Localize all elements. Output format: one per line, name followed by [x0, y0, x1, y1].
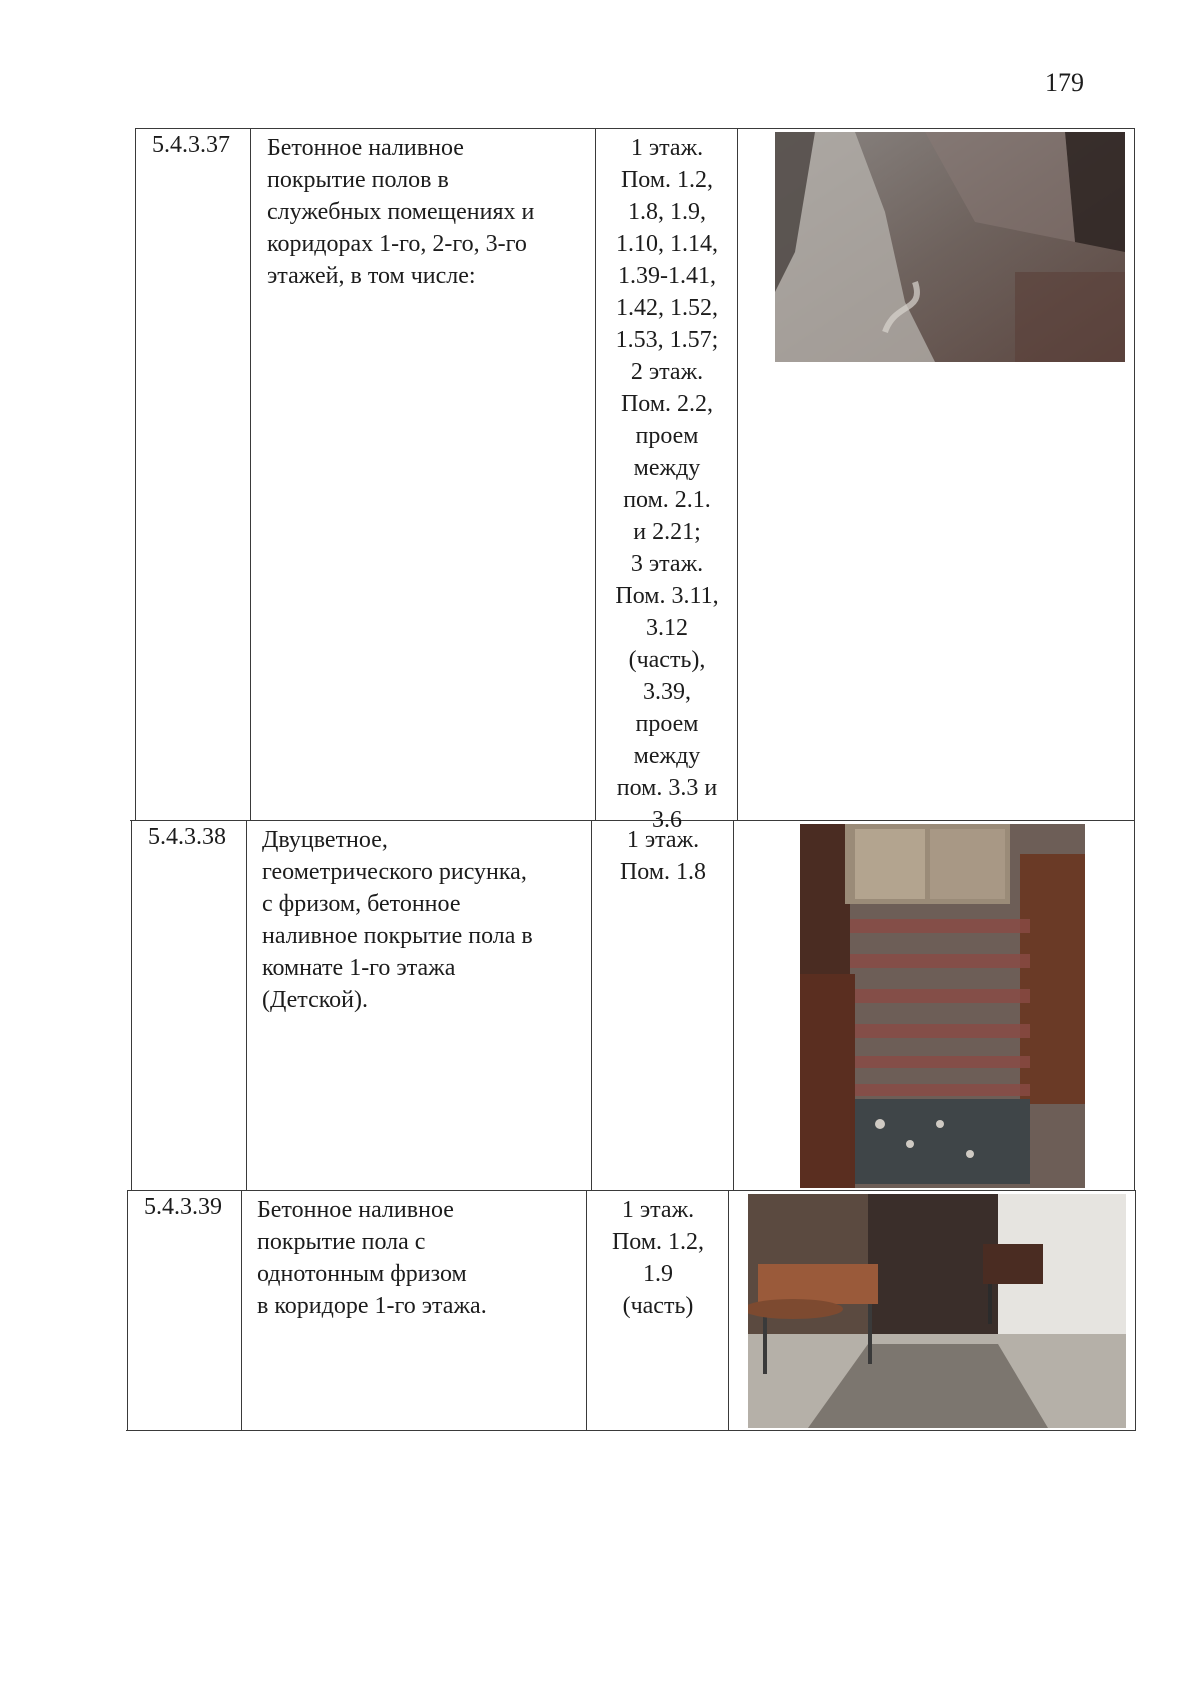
- floor-photo: [800, 824, 1085, 1188]
- floor-photo: [775, 132, 1125, 362]
- table-row: [0, 128, 1200, 833]
- item-location: 1 этаж. Пом. 1.2, 1.8, 1.9, 1.10, 1.14, 1.39-1.41, 1.42, 1.52, 1.53, 1.57; 2 этаж. Пом. 2.2, проем между пом. 2.1. и 2.21; 3 этаж. Пом. 3.11, 3.12 (часть), 3.39, проем между пом. 3.3 и 3.6: [615, 135, 719, 833]
- item-description: Двуцветное, геометрического рисунка, с фризом, бетонное наливное покрытие пола в комнате 1-го этажа (Детской).: [262, 827, 533, 1013]
- item-number: 5.4.3.37: [152, 132, 230, 158]
- page-number: 179: [1045, 68, 1084, 97]
- table-row: [0, 820, 1200, 1190]
- item-description: Бетонное наливное покрытие пола с однотонным фризом в коридоре 1-го этажа.: [257, 1197, 487, 1319]
- item-location: 1 этаж. Пом. 1.8: [619, 827, 707, 885]
- item-description: Бетонное наливное покрытие полов в служебных помещениях и коридорах 1-го, 2-го, 3-го этажей, в том числе:: [267, 135, 535, 289]
- item-location: 1 этаж. Пом. 1.2, 1.9 (часть): [611, 1197, 705, 1319]
- table-row: [0, 1190, 1200, 1430]
- item-number: 5.4.3.38: [148, 824, 226, 850]
- floor-photo: [748, 1194, 1126, 1428]
- item-number: 5.4.3.39: [144, 1194, 222, 1220]
